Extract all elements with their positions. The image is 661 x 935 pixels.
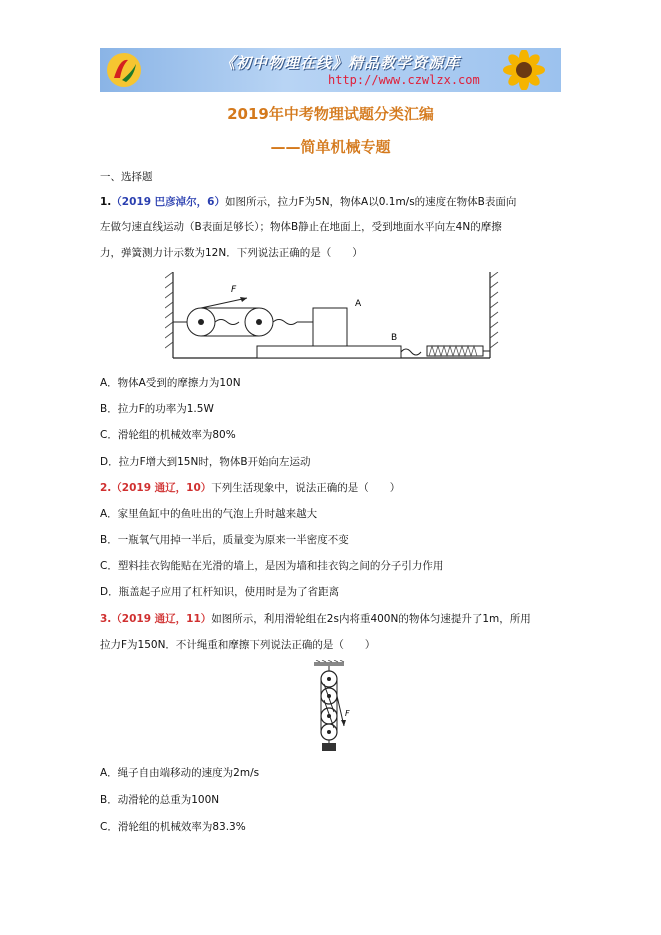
question-3-line-1: [100, 612, 531, 626]
question-3-option-a[interactable]: A．绳子自由端移动的速度为2m/s: [100, 767, 260, 779]
question-2-option-d[interactable]: D．瓶盖起子应用了杠杆知识，使用时是为了省距离: [100, 586, 340, 598]
page-title: 2019年中考物理试题分类汇编: [227, 105, 434, 123]
question-2-option-c[interactable]: C．塑料挂衣钩能贴在光滑的墙上，是因为墙和挂衣钩之间的分子引力作用: [100, 560, 444, 572]
question-3-number: 3.: [100, 613, 112, 625]
question-3-option-b[interactable]: B．动滑轮的总重为100N: [100, 794, 220, 806]
question-2-stem: 下列生活现象中，说法正确的是（ ）: [211, 482, 401, 494]
question-3-figure: [300, 660, 360, 752]
question-1-source: （2019 巴彦淖尔，6）: [111, 196, 225, 208]
question-1-line-1: [100, 195, 516, 209]
question-2-line-1: [100, 481, 400, 495]
question-2-option-b[interactable]: B．一瓶氧气用掉一半后，质量变为原来一半密度不变: [100, 534, 349, 546]
figure-label-f: F: [345, 709, 350, 718]
question-3-stem: 如图所示，利用滑轮组在2s内将重400N的物体匀速提升了1m，所用: [211, 613, 531, 625]
question-1-option-b[interactable]: B．拉力F的功率为1.5W: [100, 403, 214, 415]
site-logo-icon: [106, 52, 142, 88]
question-1-option-a[interactable]: A．物体A受到的摩擦力为10N: [100, 377, 241, 389]
question-1-stem: 如图所示，拉力F为5N，物体A以0.1m/s的速度在物体B表面向: [224, 196, 517, 208]
question-2-option-a[interactable]: A．家里鱼缸中的鱼吐出的气泡上升时越来越大: [100, 508, 318, 520]
figure-label-b: B: [391, 333, 398, 343]
question-1-option-d[interactable]: D．拉力F增大到15N时，物体B开始向左运动: [100, 456, 311, 468]
banner-title: 《初中物理在线》精品教学资源库: [220, 54, 461, 72]
section-heading: 一、选择题: [100, 171, 153, 183]
question-1-figure: [165, 272, 500, 364]
figure-label-f: F: [231, 285, 237, 295]
question-1-number: 1.: [100, 196, 112, 208]
question-3-source: （2019 通辽，11）: [111, 613, 212, 625]
question-3-line-2: 拉力F为150N．不计绳重和摩擦下列说法正确的是（ ）: [100, 639, 376, 651]
question-3-option-c[interactable]: C．滑轮组的机械效率为83.3%: [100, 821, 246, 833]
figure-label-a: A: [355, 299, 362, 309]
question-2-number: 2.: [100, 482, 112, 494]
header-banner: [100, 48, 561, 92]
question-1-line-2: 左做匀速直线运动（B表面足够长）；物体B静止在地面上，受到地面水平向左4N的摩擦: [100, 221, 502, 233]
question-1-option-c[interactable]: C．滑轮组的机械效率为80%: [100, 429, 236, 441]
page-subtitle: ——简单机械专题: [270, 138, 391, 156]
sunflower-icon: [495, 50, 553, 90]
question-1-line-3: 力，弹簧测力计示数为12N．下列说法正确的是（ ）: [100, 247, 363, 259]
question-2-source: （2019 通辽，10）: [111, 482, 212, 494]
banner-url[interactable]: http://www.czwlzx.com: [328, 73, 480, 87]
